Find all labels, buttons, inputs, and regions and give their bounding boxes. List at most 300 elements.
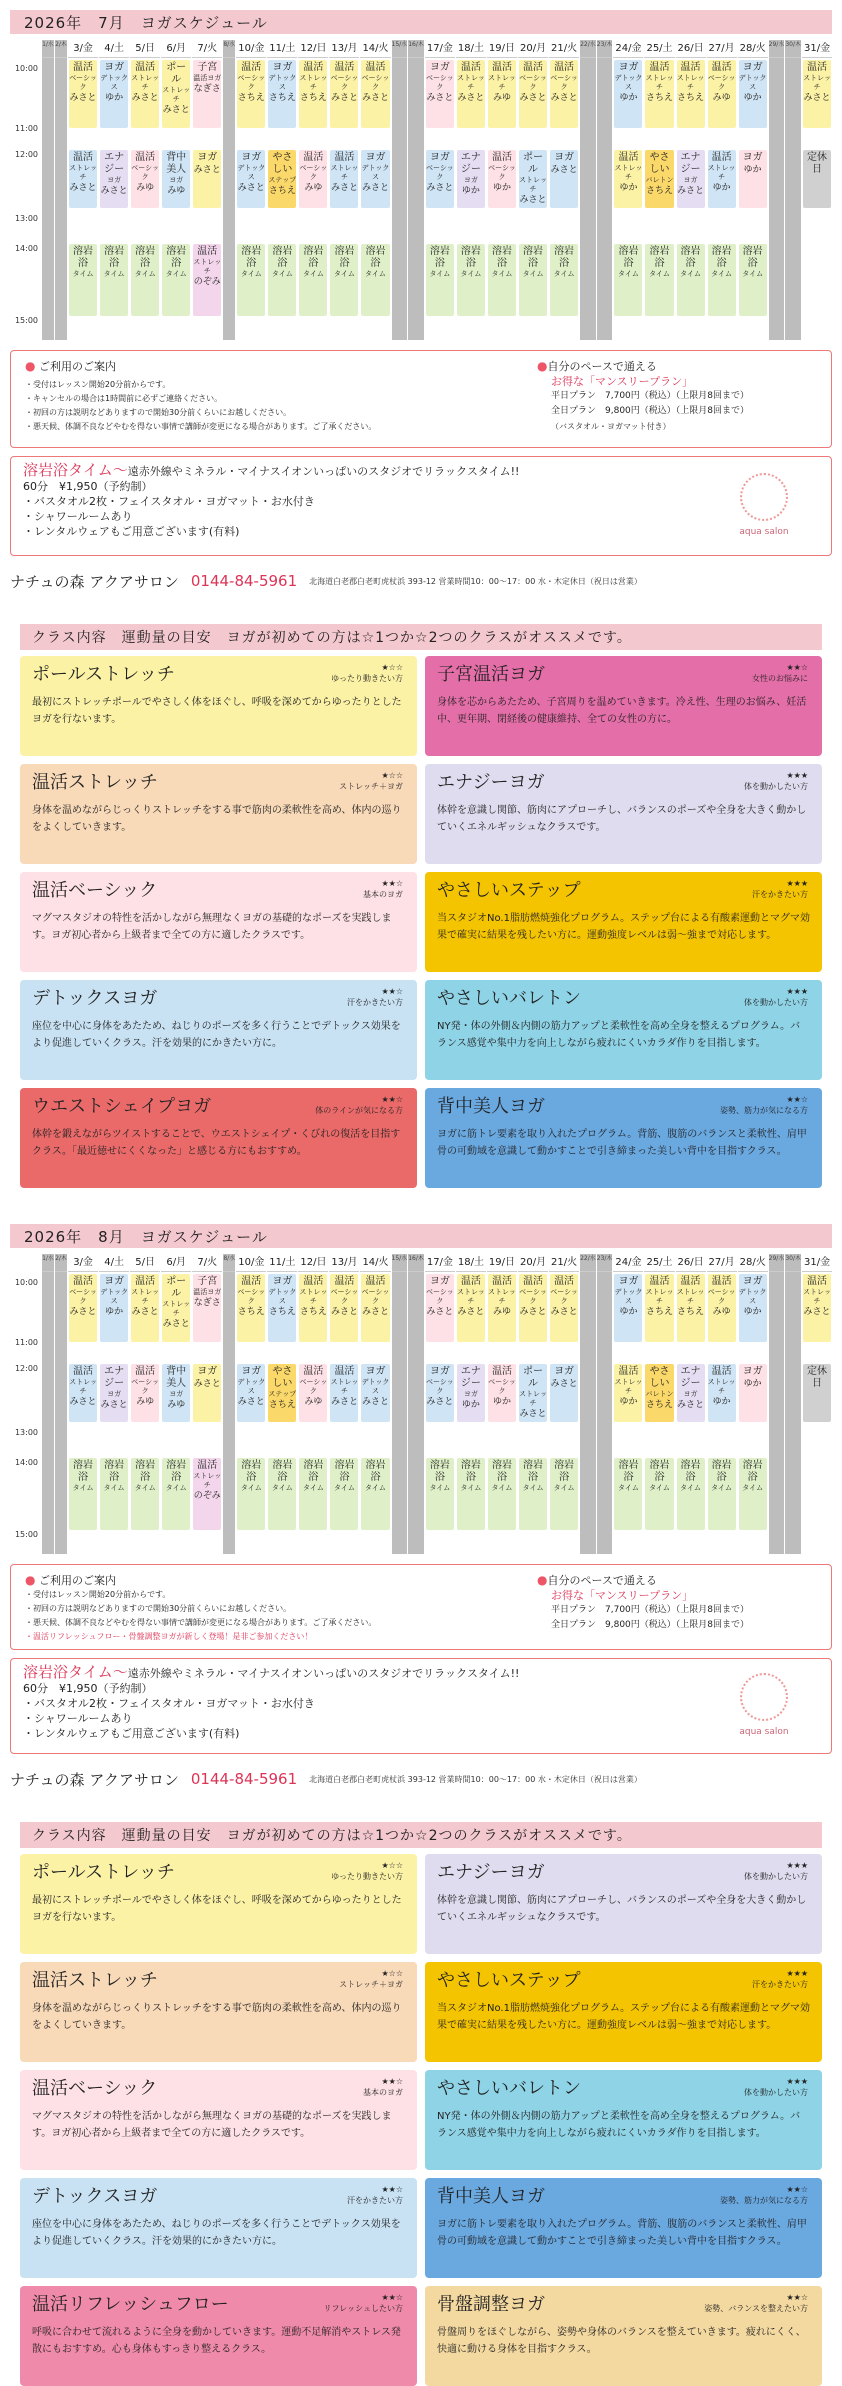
instructor: みさと — [162, 1319, 190, 1329]
day-header: 21/火 — [549, 1254, 579, 1272]
class-name: 溶岩浴 — [429, 246, 450, 269]
class-block[interactable] — [645, 1274, 673, 1342]
class-block[interactable] — [162, 150, 190, 208]
class-name: 温活 — [523, 1276, 544, 1287]
class-name: 温活 — [73, 62, 94, 73]
class-block[interactable] — [614, 60, 642, 128]
class-block[interactable] — [100, 1274, 128, 1342]
class-sub: ベーシック — [131, 1378, 160, 1395]
class-sub: ストレッチ — [456, 74, 485, 91]
class-sub: デトックス — [738, 74, 767, 91]
class-block[interactable] — [457, 244, 485, 316]
class-sub: 温活ヨガ — [193, 74, 222, 82]
class-name: 温活 — [334, 152, 355, 163]
class-block[interactable] — [488, 244, 516, 316]
class-block[interactable] — [426, 1274, 454, 1342]
class-sub: ベーシック — [707, 74, 736, 91]
day-header: 17/金 — [425, 40, 455, 58]
bath-heading — [23, 1665, 709, 1681]
class-block[interactable] — [100, 60, 128, 128]
class-block[interactable] — [708, 244, 736, 316]
class-card — [20, 1088, 417, 1188]
class-block[interactable] — [739, 60, 767, 128]
class-block[interactable] — [677, 1458, 705, 1530]
class-sub: タイム — [553, 1484, 575, 1492]
instructor: みさと — [677, 186, 705, 196]
class-block[interactable] — [69, 60, 97, 128]
class-sub: ヨガ — [107, 176, 122, 184]
usage-head — [25, 359, 537, 374]
class-block[interactable] — [330, 150, 358, 208]
class-card — [20, 1962, 417, 2062]
class-block[interactable] — [519, 244, 547, 316]
class-block[interactable] — [131, 150, 159, 208]
class-card — [20, 764, 417, 864]
class-block[interactable] — [237, 150, 265, 208]
level-target: 姿勢、筋力が気になる方 — [720, 1106, 808, 1115]
day-header: 3/金 — [68, 1254, 98, 1272]
day-column — [192, 40, 222, 340]
level-stars: ★★★ — [786, 879, 808, 888]
class-name: エナジー — [680, 1366, 701, 1389]
class-sub: ストレッチ — [69, 164, 98, 181]
instructor: さちえ — [268, 1307, 296, 1317]
class-block[interactable] — [488, 1364, 516, 1422]
class-sub: ストレッチ — [645, 1288, 674, 1305]
class-block[interactable] — [100, 1364, 128, 1422]
class-block[interactable] — [162, 60, 190, 128]
level-stars: ★★☆ — [381, 879, 403, 888]
instructor: みゆ — [492, 1307, 511, 1317]
instructor: さちえ — [677, 93, 705, 103]
class-card-desc: 身体を温めながらじっくりストレッチをする事で筋肉の柔軟性を高め、体内の巡りをよくしていきます。 — [32, 2003, 402, 2031]
bath-text — [23, 463, 709, 549]
time-1100: 11:00 — [14, 1338, 38, 1347]
class-block[interactable] — [739, 1274, 767, 1342]
class-name: 温活 — [554, 62, 575, 73]
class-name: ヨガ — [272, 1276, 293, 1287]
day-column — [769, 40, 785, 340]
class-block[interactable] — [268, 1274, 296, 1342]
usage-line-4: ・悪天候、体調不良などやむを得ない事情で講師が変更になる場合があります。ご了承ください。 — [25, 1618, 377, 1627]
bath-box — [10, 456, 832, 556]
day-header: 26/日 — [676, 40, 706, 58]
plan-note: （バスタオル・ヨガマット付き） — [551, 422, 671, 431]
day-header: 22/水 — [580, 40, 596, 58]
class-cards-aug — [20, 1854, 822, 2386]
class-sub: ストレッチ — [193, 1472, 222, 1489]
class-block[interactable] — [361, 244, 389, 316]
bullet-icon: ● — [537, 359, 548, 373]
class-block[interactable] — [426, 60, 454, 128]
class-name: ヨガ — [618, 62, 639, 73]
class-sub: ベーシック — [519, 1288, 547, 1305]
class-card — [20, 656, 417, 756]
class-block[interactable] — [677, 244, 705, 316]
class-block[interactable] — [330, 1274, 358, 1342]
class-block[interactable] — [299, 150, 327, 208]
day-column — [613, 40, 643, 340]
class-block[interactable] — [131, 1364, 159, 1422]
level-stars: ★★☆ — [381, 987, 403, 996]
level-stars: ★☆☆ — [381, 1861, 403, 1870]
class-block[interactable] — [237, 60, 265, 128]
class-block[interactable] — [193, 1458, 221, 1530]
class-block[interactable] — [677, 60, 705, 128]
class-block[interactable] — [330, 1364, 358, 1422]
class-name: 溶岩浴 — [365, 246, 386, 269]
class-name: 溶岩浴 — [554, 246, 575, 269]
day-header: 15/水 — [392, 40, 408, 58]
class-block[interactable] — [739, 150, 767, 208]
day-header: 29/水 — [769, 1254, 785, 1272]
level-stars: ★★★ — [786, 987, 808, 996]
class-block[interactable] — [162, 1458, 190, 1530]
class-card — [425, 764, 822, 864]
class-block[interactable] — [550, 1364, 578, 1422]
class-name: 温活 — [711, 1276, 732, 1287]
bath-item-3: ・レンタルウェアもご用意ございます(有料) — [23, 1727, 240, 1740]
class-block[interactable] — [550, 60, 578, 128]
class-block[interactable] — [677, 1364, 705, 1422]
instructor: みさと — [162, 105, 190, 115]
class-block[interactable] — [131, 244, 159, 316]
class-card-level — [720, 2184, 808, 2206]
class-card — [20, 980, 417, 1080]
class-block[interactable] — [361, 1458, 389, 1530]
level-stars: ★★☆ — [786, 1095, 808, 1104]
class-block[interactable] — [739, 1364, 767, 1422]
class-block[interactable] — [457, 1364, 485, 1422]
class-block[interactable] — [739, 1458, 767, 1530]
class-sub: ストレッチ — [131, 1288, 160, 1305]
instructor: みさと — [426, 93, 454, 103]
class-card-level — [331, 662, 403, 684]
level-stars: ★☆☆ — [381, 1969, 403, 1978]
class-block[interactable] — [426, 1364, 454, 1422]
class-block[interactable] — [488, 150, 516, 208]
class-card-level — [347, 986, 403, 1008]
class-block[interactable] — [614, 150, 642, 208]
day-column — [785, 1254, 801, 1554]
class-block[interactable] — [330, 1458, 358, 1530]
class-block[interactable] — [100, 244, 128, 316]
class-block[interactable] — [237, 1364, 265, 1422]
class-block[interactable] — [268, 1364, 296, 1422]
class-block[interactable] — [69, 1274, 97, 1342]
day-column — [267, 1254, 297, 1554]
class-sub: ストレッチ — [69, 1378, 98, 1395]
class-block[interactable] — [361, 1364, 389, 1422]
class-block[interactable] — [361, 150, 389, 208]
class-block[interactable] — [645, 1458, 673, 1530]
class-block[interactable] — [193, 150, 221, 208]
class-name: 溶岩浴 — [303, 1460, 324, 1483]
class-sub: ヨガ — [683, 176, 698, 184]
class-block[interactable] — [708, 1274, 736, 1342]
class-block[interactable] — [426, 150, 454, 208]
class-sub: タイム — [491, 270, 513, 278]
class-block[interactable] — [330, 244, 358, 316]
class-block[interactable] — [550, 1274, 578, 1342]
class-name: 温活 — [491, 1366, 512, 1377]
usage-head-aug — [25, 1573, 537, 1588]
day-header: 27/月 — [707, 40, 737, 58]
class-sub: ヨガ — [107, 1390, 122, 1398]
instructor: みさと — [361, 1307, 389, 1317]
class-cards — [20, 656, 822, 1188]
class-block[interactable] — [803, 1458, 831, 1530]
class-block[interactable] — [100, 1458, 128, 1530]
instructor: みさと — [519, 195, 547, 205]
class-block[interactable] — [162, 1274, 190, 1342]
bath-item-2: ・シャワールームあり — [23, 1712, 133, 1725]
class-card-desc: 呼吸に合わせて流れるように全身を動かしていきます。運動不足解消やストレス発散にもおすすめ。心も身体もすっきり整えるクラス。 — [32, 2327, 401, 2355]
level-target: 体を動かしたい方 — [744, 998, 808, 1007]
august-title-bar: 2026年 8月 ヨガスケジュール — [10, 1224, 832, 1248]
class-block[interactable] — [193, 1274, 221, 1342]
class-block[interactable] — [488, 1458, 516, 1530]
instructor: ゆか — [743, 165, 762, 175]
class-block[interactable] — [614, 1458, 642, 1530]
class-card-name: やさしいステップ — [437, 880, 581, 901]
instructor: みさと — [69, 183, 97, 193]
class-block[interactable] — [193, 1364, 221, 1422]
class-name: 溶岩浴 — [166, 1460, 187, 1483]
class-name: 温活 — [680, 1276, 701, 1287]
class-name: 子宮 — [197, 1276, 218, 1287]
class-sub: デトックス — [268, 74, 297, 91]
class-name: 温活 — [303, 62, 324, 73]
class-block[interactable] — [614, 1274, 642, 1342]
class-sub: タイム — [618, 270, 639, 278]
class-card-name: ウエストシェイプヨガ — [32, 1096, 212, 1117]
class-block[interactable] — [550, 150, 578, 208]
instructor: ゆか — [712, 1397, 731, 1407]
day-column — [456, 40, 486, 340]
class-card-level — [363, 2076, 403, 2098]
day-column — [676, 1254, 706, 1554]
class-block[interactable] — [457, 1458, 485, 1530]
class-block[interactable] — [614, 1364, 642, 1422]
class-block[interactable] — [614, 244, 642, 316]
class-block[interactable] — [645, 60, 673, 128]
class-block[interactable] — [519, 1274, 547, 1342]
class-name: ヨガ — [365, 152, 386, 163]
class-block[interactable] — [69, 244, 97, 316]
class-block[interactable] — [299, 1274, 327, 1342]
class-block[interactable] — [237, 1274, 265, 1342]
day-header: 18/土 — [456, 40, 486, 58]
class-block[interactable] — [550, 244, 578, 316]
class-name: ヨガ — [241, 1366, 262, 1377]
level-target: ストレッチ＋ヨガ — [339, 1980, 403, 1989]
class-block[interactable] — [299, 244, 327, 316]
day-header: 28/火 — [738, 40, 768, 58]
class-name: 温活 — [711, 1366, 732, 1377]
class-name: 溶岩浴 — [491, 246, 512, 269]
class-card-name: 子宮温活ヨガ — [437, 664, 545, 685]
bath-item-1: ・バスタオル2枚・フェイスタオル・ヨガマット・お水付き — [23, 1697, 315, 1710]
class-block[interactable] — [803, 244, 831, 316]
class-name: 溶岩浴 — [166, 246, 187, 269]
class-block[interactable] — [268, 1458, 296, 1530]
bath-title: 溶岩浴タイム～ — [23, 1663, 128, 1681]
class-card-name: ポールストレッチ — [32, 1862, 175, 1883]
class-sub: ストレッチ — [645, 74, 674, 91]
day-header: 19/日 — [487, 1254, 517, 1272]
class-block[interactable] — [131, 60, 159, 128]
class-block[interactable] — [131, 1274, 159, 1342]
day-column — [676, 40, 706, 340]
class-block[interactable] — [299, 60, 327, 128]
class-block[interactable] — [299, 1458, 327, 1530]
class-block[interactable] — [803, 60, 831, 128]
class-name: 定休日 — [807, 1366, 828, 1389]
class-block[interactable] — [708, 60, 736, 128]
class-block[interactable] — [193, 60, 221, 128]
class-block[interactable] — [193, 244, 221, 316]
class-block[interactable] — [488, 1274, 516, 1342]
shop-tel[interactable]: 0144-84-5961 — [190, 572, 298, 590]
instructor: みさと — [550, 1379, 578, 1389]
class-block[interactable] — [131, 1458, 159, 1530]
instructor: みさと — [361, 1397, 389, 1407]
day-header: 11/土 — [267, 1254, 297, 1272]
class-card-desc: 骨盤周りをほぐしながら、姿勢や身体のバランスを整えていきます。疲れにくく、快適に動ける身体を目指すクラス。 — [437, 2327, 806, 2355]
class-block[interactable] — [69, 1364, 97, 1422]
bullet-icon: ● — [25, 1573, 36, 1587]
class-name: 溶岩浴 — [104, 1460, 125, 1483]
class-block[interactable] — [268, 60, 296, 128]
day-column — [408, 1254, 424, 1554]
class-name: ヨガ — [365, 1366, 386, 1377]
class-sub: タイム — [334, 270, 355, 278]
class-block[interactable] — [708, 1458, 736, 1530]
class-block[interactable] — [677, 150, 705, 208]
class-block[interactable] — [268, 150, 296, 208]
class-name: ポール — [166, 62, 187, 85]
class-card-desc: マグマスタジオの特性を活かしながら無理なくヨガの基礎的なポーズを実践します。ヨガ初心者から上級者まで全ての方に適したクラスです。 — [32, 2111, 392, 2139]
class-block[interactable] — [100, 150, 128, 208]
class-block[interactable] — [519, 60, 547, 128]
instructor: さちえ — [268, 186, 296, 196]
class-block[interactable] — [803, 150, 831, 208]
class-block[interactable] — [739, 244, 767, 316]
instructor: みさと — [519, 1307, 547, 1317]
day-column — [55, 1254, 67, 1554]
class-block[interactable] — [237, 1458, 265, 1530]
class-block[interactable] — [519, 150, 547, 208]
usage-line-2: ・キャンセルの場合は1時間前に必ずご連絡ください。 — [25, 394, 223, 403]
class-name: 温活 — [334, 62, 355, 73]
class-card-level — [744, 986, 808, 1008]
class-block[interactable] — [457, 150, 485, 208]
class-sub: タイム — [429, 1484, 451, 1492]
class-sub: バレトン — [645, 1390, 674, 1398]
class-card-level — [720, 1094, 808, 1116]
instructor: さちえ — [646, 1307, 674, 1317]
class-name: 溶岩浴 — [742, 1460, 763, 1483]
instructor: さちえ — [677, 1307, 705, 1317]
class-block[interactable] — [457, 1274, 485, 1342]
plan-allday: 全日プラン 9,800円（税込）（上限月8回まで） — [551, 406, 749, 416]
time-1000: 10:00 — [14, 64, 38, 73]
class-sub: タイム — [271, 270, 293, 278]
day-header: 16/木 — [408, 1254, 424, 1272]
class-sub: ヨガ — [463, 1390, 478, 1398]
class-name: 溶岩浴 — [135, 246, 156, 269]
class-block[interactable] — [677, 1274, 705, 1342]
usage-left-aug — [25, 1573, 537, 1641]
class-block[interactable] — [162, 244, 190, 316]
day-column — [161, 40, 191, 340]
class-block[interactable] — [519, 1458, 547, 1530]
class-block[interactable] — [550, 1458, 578, 1530]
instructor: みさと — [69, 1397, 97, 1407]
class-block[interactable] — [645, 244, 673, 316]
class-block[interactable] — [162, 1364, 190, 1422]
class-name: ヨガ — [429, 1366, 450, 1377]
bath-box-aug — [10, 1658, 832, 1754]
plan-head-text: 自分のペースで通える — [547, 360, 657, 373]
class-block[interactable] — [361, 1274, 389, 1342]
class-block[interactable] — [237, 244, 265, 316]
class-block[interactable] — [708, 1364, 736, 1422]
day-header: 30/木 — [785, 1254, 801, 1272]
class-block[interactable] — [426, 1458, 454, 1530]
class-card-name: デトックスヨガ — [32, 2186, 158, 2207]
class-sub: タイム — [240, 1484, 262, 1492]
day-column — [99, 1254, 129, 1554]
class-block[interactable] — [645, 150, 673, 208]
class-card-name: 温活リフレッシュフロー — [32, 2294, 229, 2315]
day-header: 28/火 — [738, 1254, 768, 1272]
class-block[interactable] — [645, 1364, 673, 1422]
day-column — [267, 40, 297, 340]
class-block[interactable] — [457, 60, 485, 128]
class-block[interactable] — [426, 244, 454, 316]
instructor: みさと — [361, 183, 389, 193]
class-block[interactable] — [69, 150, 97, 208]
class-block[interactable] — [519, 1364, 547, 1422]
class-block[interactable] — [299, 1364, 327, 1422]
time-1500: 15:00 — [14, 1530, 38, 1539]
class-name: ヨガ — [272, 62, 293, 73]
class-block[interactable] — [803, 1364, 831, 1422]
class-block[interactable] — [708, 150, 736, 208]
class-sub: タイム — [680, 1484, 701, 1492]
class-block[interactable] — [69, 1458, 97, 1530]
class-block[interactable] — [488, 60, 516, 128]
class-name: 溶岩浴 — [711, 1460, 732, 1483]
instructor: さちえ — [646, 93, 674, 103]
instructor: のぞみ — [193, 277, 221, 287]
class-block[interactable] — [330, 60, 358, 128]
class-name: 温活 — [711, 62, 732, 73]
shop-tel[interactable]: 0144-84-5961 — [190, 1770, 298, 1788]
class-block[interactable] — [361, 60, 389, 128]
class-card-level — [752, 878, 808, 900]
class-name: ポール — [523, 1366, 544, 1389]
class-sub: ストレッチ — [488, 1288, 516, 1305]
class-block[interactable] — [268, 244, 296, 316]
class-block[interactable] — [803, 1274, 831, 1342]
class-name: エナジー — [104, 1366, 125, 1389]
class-name: 温活 — [649, 62, 670, 73]
class-name: 温活 — [73, 1366, 94, 1377]
instructor: ゆか — [743, 1379, 762, 1389]
